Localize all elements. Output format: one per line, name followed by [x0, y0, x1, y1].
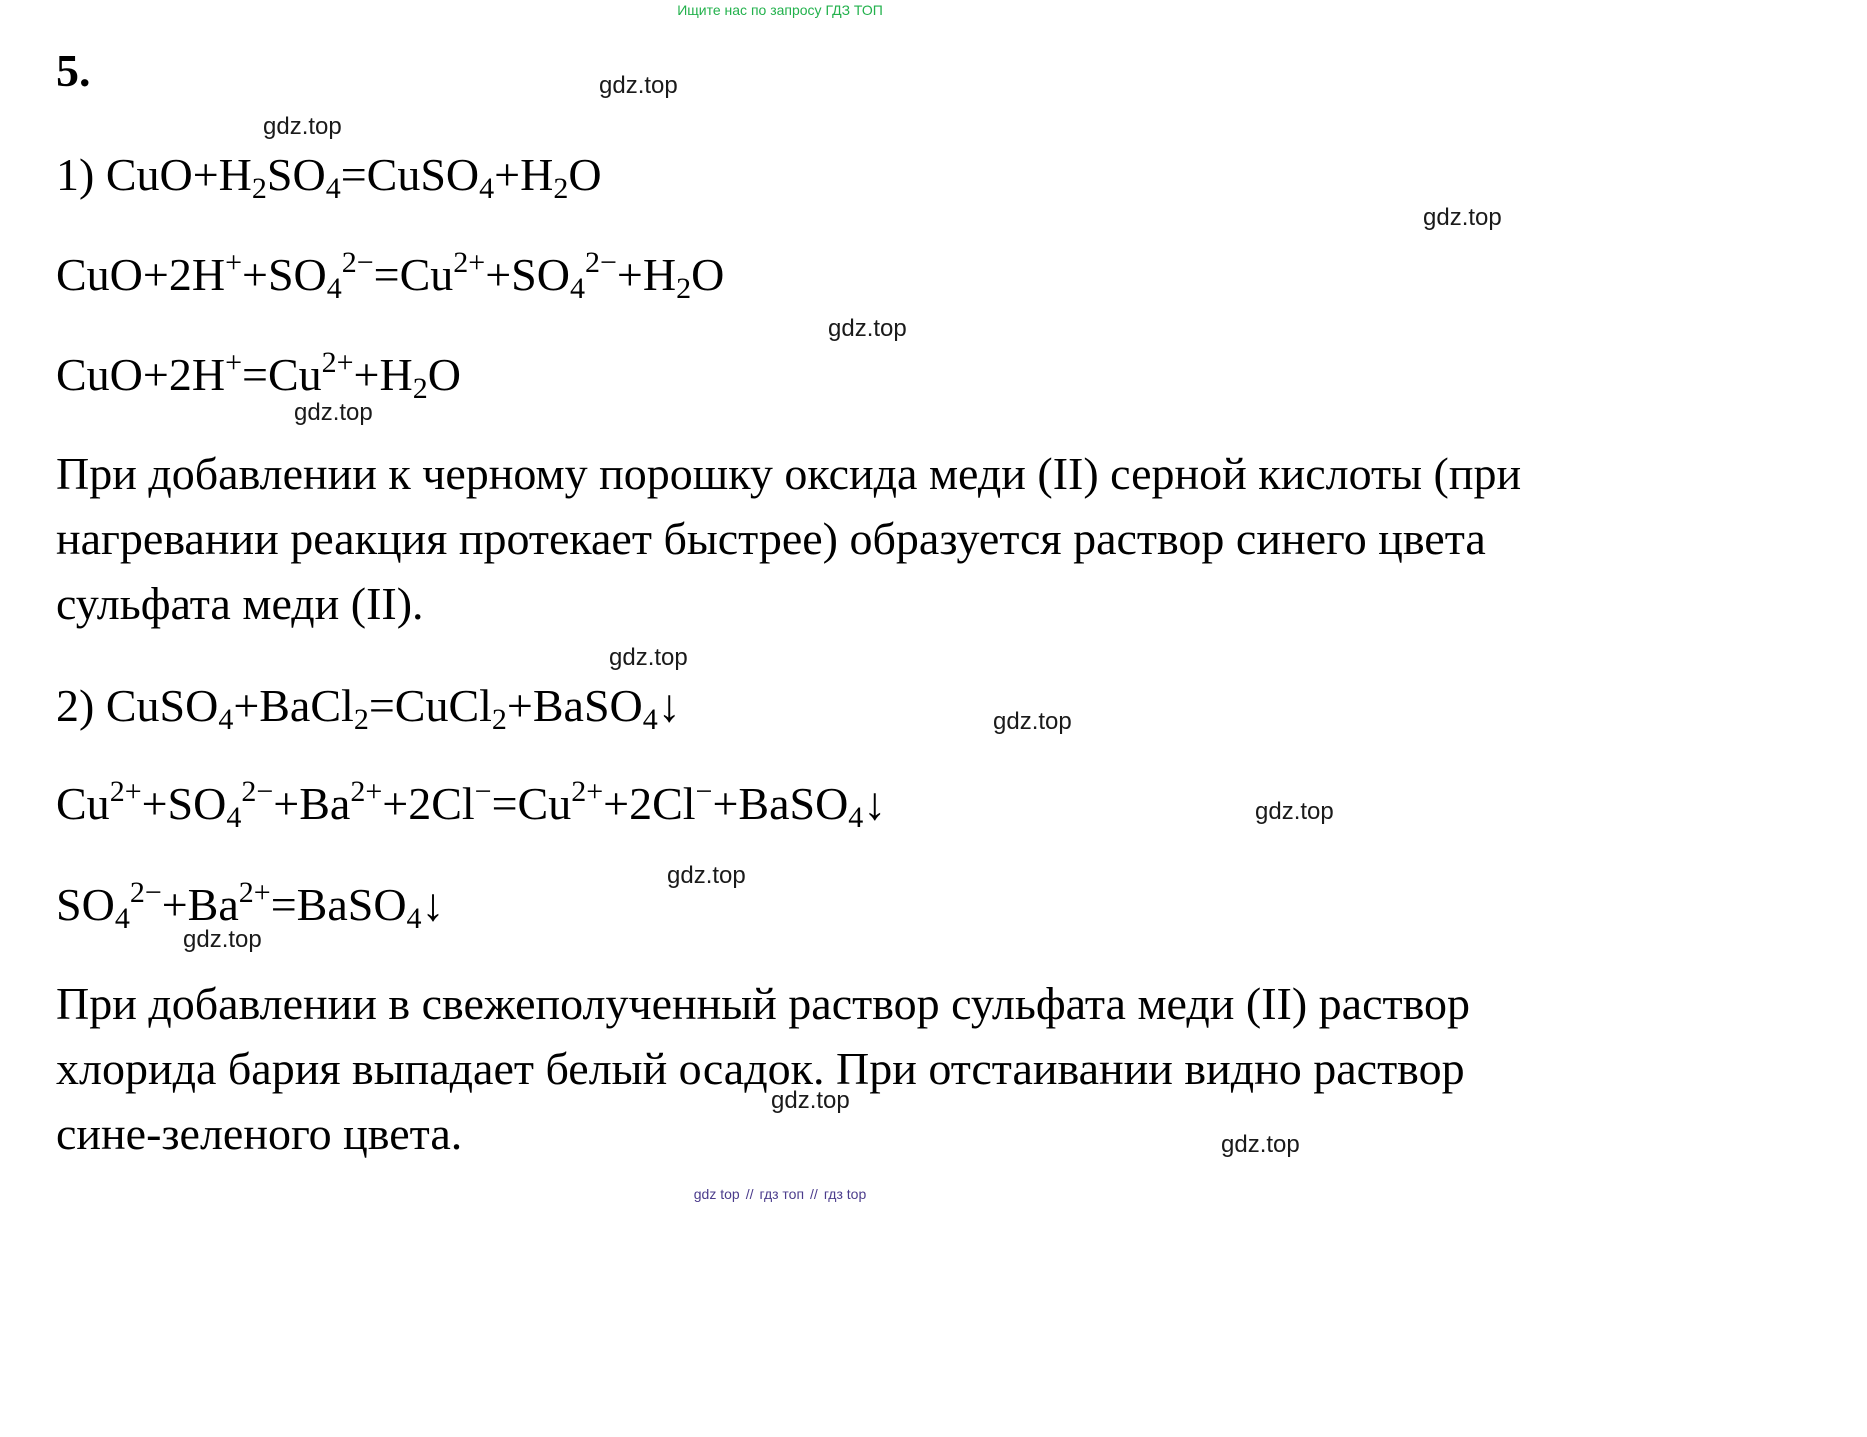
- observation-paragraph-1: При добавлении к черному порошку оксида меди (II) серной кислоты (при нагревании реакция протекает быстрее) образуется раствор синего цвета сульфата меди (II).: [56, 448, 1522, 629]
- equation-prefix: 2): [56, 680, 106, 731]
- equation-2-molecular: 2) CuSO$_4$+BaCl$_2$=CuCl$_2$+BaSO$_4$↓: [56, 680, 681, 736]
- equation-2-short-ionic: $SO_4^{2-}+Ba^{2+}=BaSO_4↓$: [56, 876, 445, 935]
- observation-paragraph-2: При добавлении в свежеполученный раствор сульфата меди (II) раствор хлорида бария выпадает белый осадок. При отстаивании видно раствор сине-зеленого цвета.: [56, 978, 1471, 1159]
- watermark: gdz.top: [294, 399, 373, 426]
- footer-link[interactable]: гдз топ: [759, 1186, 805, 1202]
- footer: [0, 1186, 1560, 1202]
- precipitate-arrow-icon: ↓: [863, 778, 887, 829]
- watermark: gdz.top: [183, 926, 262, 953]
- watermark: gdz.top: [599, 72, 678, 99]
- footer-link[interactable]: гдз top: [823, 1186, 867, 1202]
- equation-1-short-ionic: $CuO+2H^+=Cu^{2+}+H_2O$: [56, 346, 461, 405]
- footer-separator: //: [745, 1186, 754, 1202]
- watermark: gdz.top: [828, 315, 907, 342]
- watermark: gdz.top: [771, 1087, 850, 1114]
- watermark: gdz.top: [667, 862, 746, 889]
- watermark: gdz.top: [609, 644, 688, 671]
- top-banner: Ищите нас по запросу ГДЗ ТОП: [677, 2, 883, 18]
- watermark: gdz.top: [1255, 798, 1334, 825]
- watermark: gdz.top: [1221, 1131, 1300, 1158]
- task-number: 5.: [56, 45, 91, 96]
- watermark: gdz.top: [263, 113, 342, 140]
- footer-separator: //: [810, 1186, 818, 1202]
- precipitate-arrow-icon: ↓: [421, 879, 445, 930]
- equation-2-full-ionic: $Cu^{2+}+SO_4^{2-}+Ba^{2+}+2Cl^-=Cu^{2+}+2Cl^-+BaSO_4↓$: [56, 775, 887, 834]
- equation-1-molecular: 1) $CuO+H_2SO_4=CuSO_4+H_2O$: [56, 149, 602, 205]
- watermark: gdz.top: [993, 708, 1072, 735]
- footer-link[interactable]: gdz top: [693, 1186, 740, 1202]
- equation-prefix: 1): [56, 149, 106, 200]
- precipitate-arrow-icon: ↓: [657, 680, 681, 731]
- watermark: gdz.top: [1423, 204, 1502, 231]
- equation-1-full-ionic: $CuO+2H^++SO_4^{2-}=Cu^{2+}+SO_4^{2-}+H_2O$: [56, 246, 725, 305]
